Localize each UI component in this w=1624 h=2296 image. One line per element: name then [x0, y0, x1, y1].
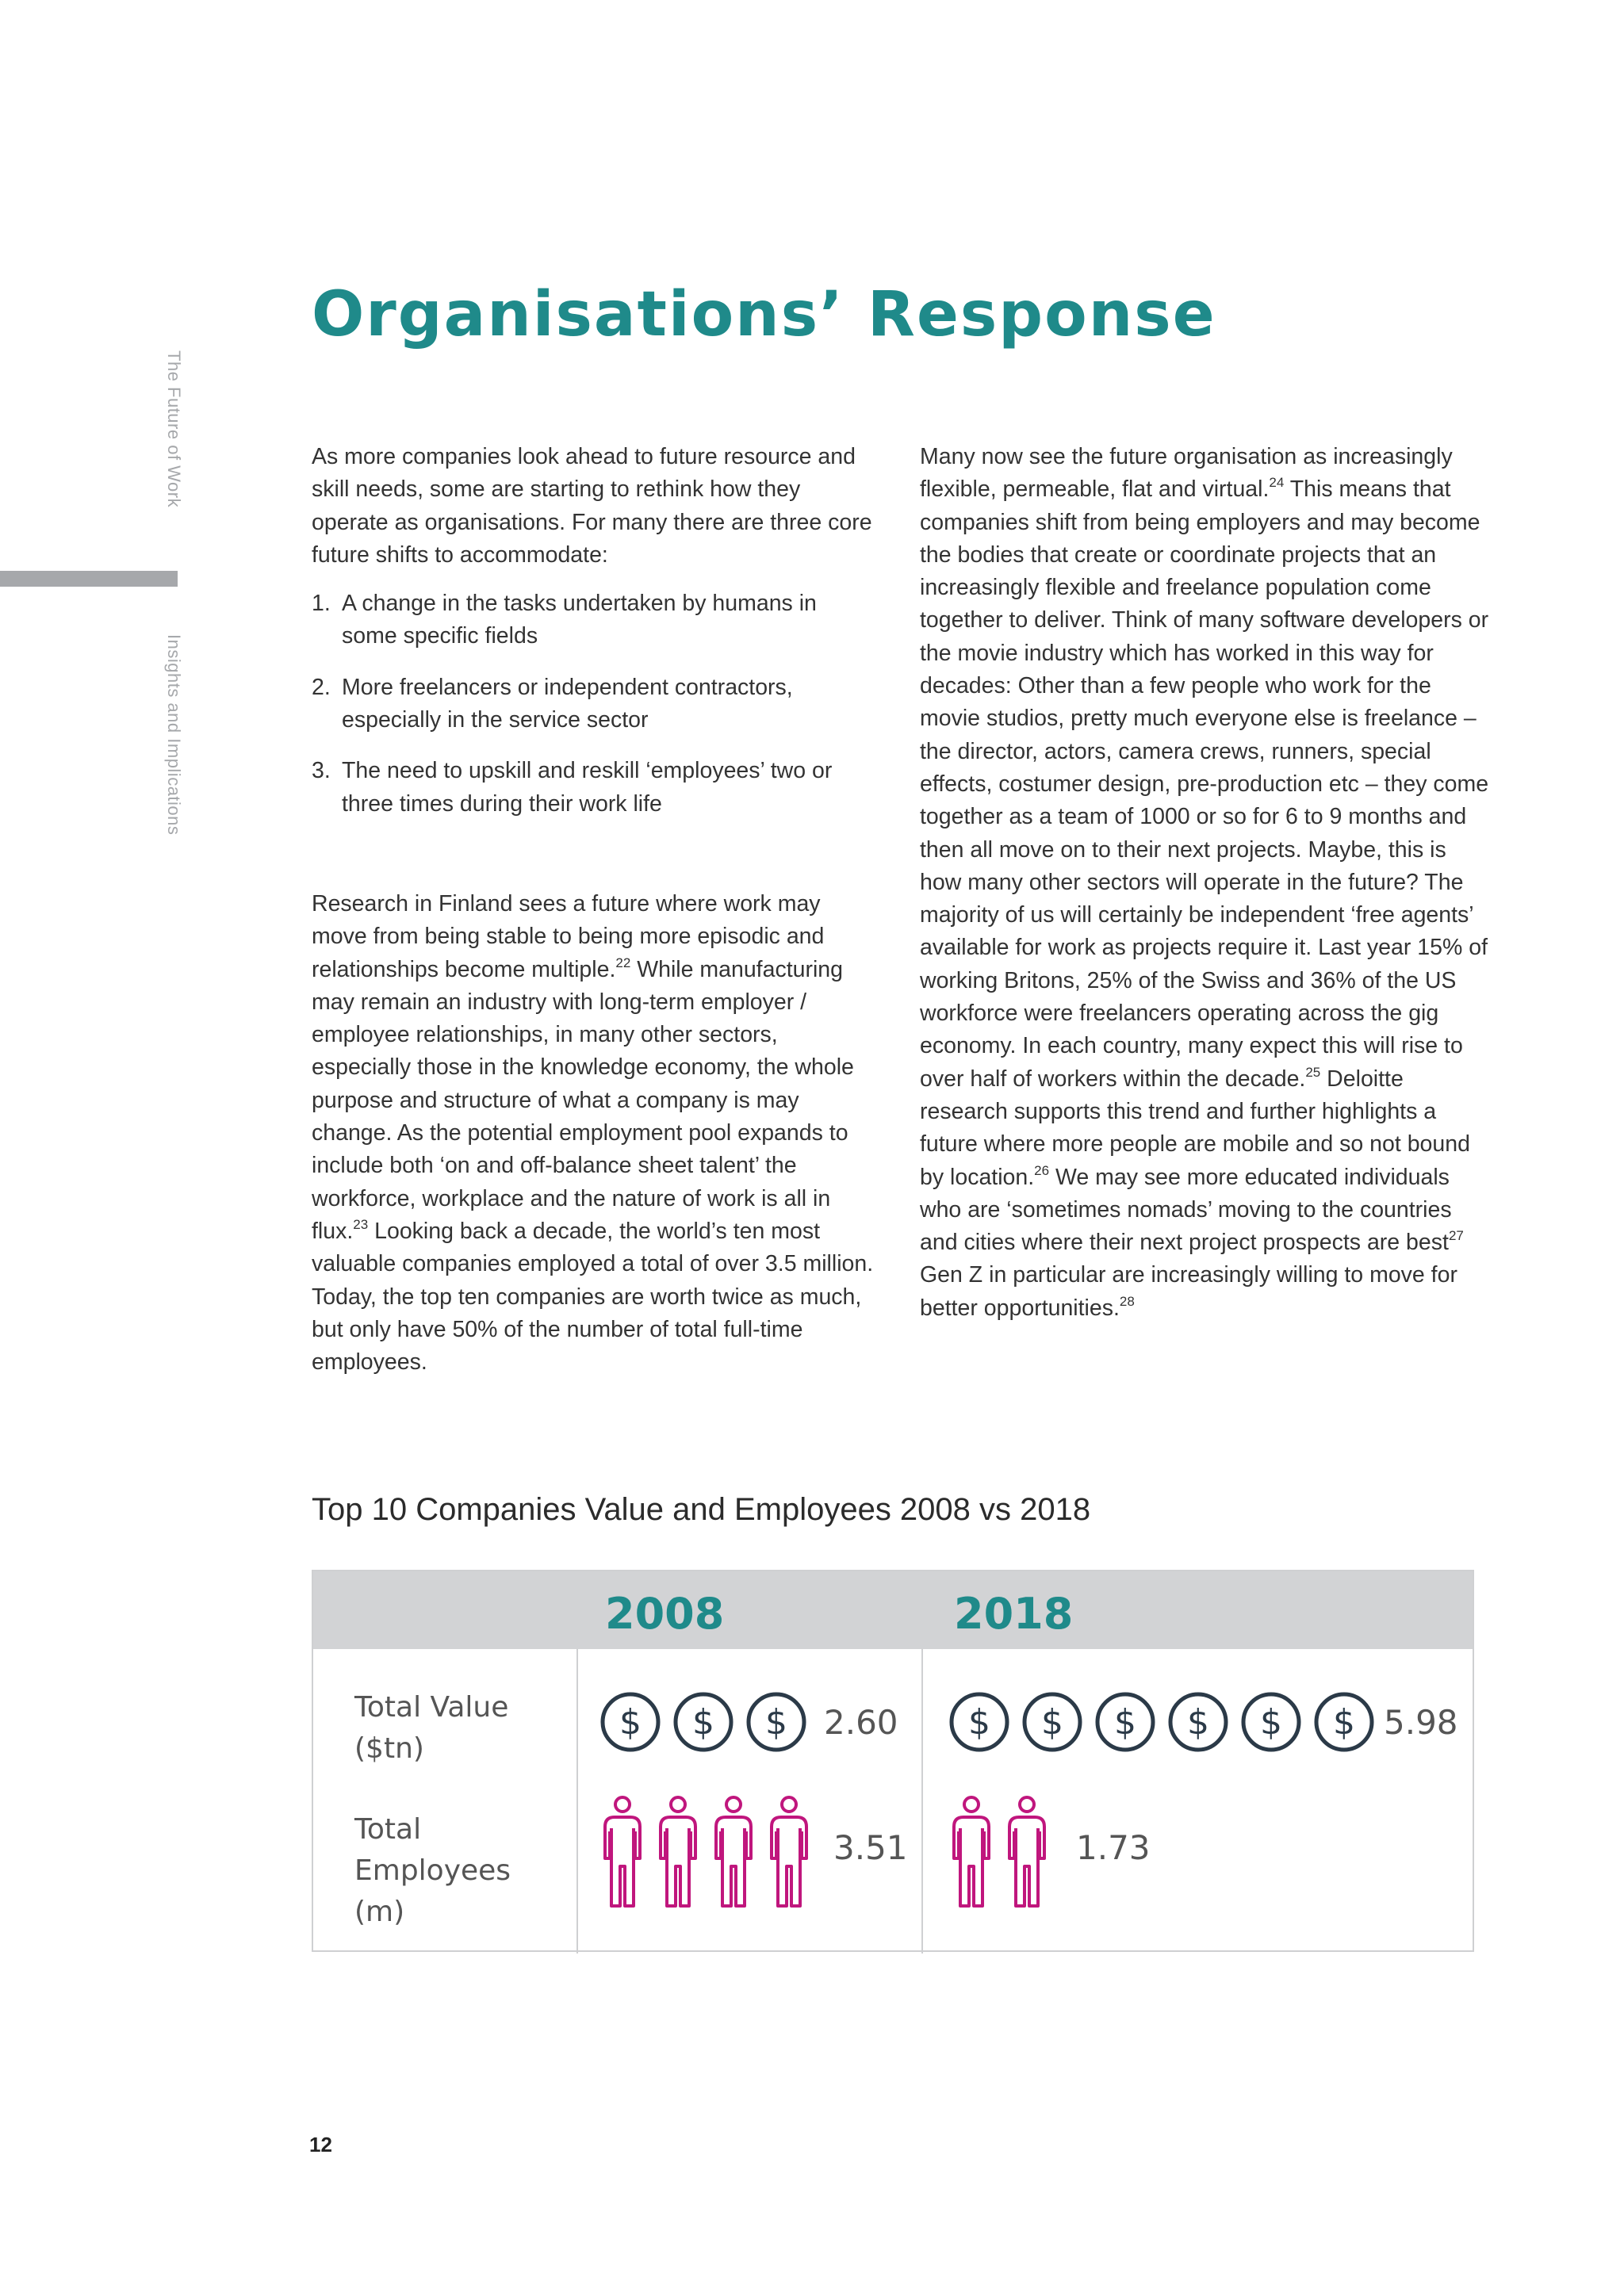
- running-header-doc-title: The Future of Work: [164, 350, 184, 508]
- page-number: 12: [309, 2133, 332, 2156]
- body-column-right: [920, 441, 1491, 1325]
- person-icon: [711, 1795, 756, 1911]
- dollar-coin-icon: [1312, 1690, 1376, 1754]
- running-header-section: Insights and Implications: [164, 634, 184, 836]
- svg-text:$: $: [1187, 1702, 1209, 1743]
- footnote-ref: 26: [1034, 1162, 1050, 1178]
- person-icon: [656, 1795, 700, 1911]
- value-2008: 2.60: [824, 1703, 898, 1742]
- footnote-ref: 25: [1305, 1064, 1321, 1080]
- footnote-ref: 23: [353, 1216, 369, 1232]
- dollar-coin-icon: [745, 1690, 808, 1754]
- dollar-coin-icon: [1021, 1690, 1084, 1754]
- future-organisation-paragraph: Many now see the future organisation as increasingly flexible, permeable, flat and virtual.$^{24}$ This means that companies shift from being employers and may become the bodies that create or coordinate projects that an increasingly flexible and freelance population come together to deliver. Think of many software developers or the movie industry which has worked in this way for decades: Other than a few people who work for the movie studios, pretty much everyone else is freelance – the director, actors, camera crews, runners, special effects, costumer design, pre-production etc – they come together as a team of 1000 or so for 6 to 9 months and then all move on to their next projects. Maybe, this is how many other sectors will operate in the future? The majority of us will certainly be independent ‘free agents’ available for work as projects require it. Last year 15% of working Britons, 25% of the Swiss and 36% of the US workforce were freelancers operating across the gig economy. In each country, many expect this will rise to over half of workers within the decade.$^{25}$ Deloitte research supports this trend and further highlights a future where more people are mobile and so not bound by location.$^{26}$ We may see more educated individuals who are ‘sometimes nomads’ moving to the countries and cities where their next project prospects are best$^{27}$ Gen Z in particular are increasingly willing to move for better opportunities.$^{28}$: [920, 444, 1489, 1321]
- page-title: Organisations’ Response: [312, 279, 1216, 350]
- value-icons-2008: [599, 1690, 787, 1757]
- svg-text:$: $: [1333, 1702, 1355, 1743]
- person-icon: [949, 1795, 994, 1911]
- person-icon: [1005, 1795, 1049, 1911]
- person-icon: [767, 1795, 811, 1911]
- footnote-ref: 28: [1119, 1293, 1135, 1309]
- table-header-row: [313, 1571, 1473, 1649]
- dollar-coin-icon: [672, 1690, 735, 1754]
- row-label-total-value: Total Value ($tn): [354, 1691, 509, 1765]
- svg-text:$: $: [765, 1702, 787, 1743]
- research-paragraph: Research in Finland sees a future where work may move from being stable to being more episodic and relationships become multiple.$^{22}$ While manufacturing may remain an industry with long-term employer / employee relationships, in many other sectors, especially those in the knowledge economy, the whole purpose and structure of what a company is may change. As the potential employment pool expands to include both ‘on and off-balance sheet talent’ the workforce, workplace and the nature of work is all in flux.$^{23}$ Looking back a decade, the world’s ten most valuable companies employed a total of over 3.5 million. Today, the top ten companies are worth twice as much, but only have 50% of the number of total full-time employees.: [312, 890, 874, 1376]
- employees-2008: 3.51: [833, 1828, 908, 1867]
- svg-text:$: $: [1041, 1702, 1063, 1743]
- dollar-coin-icon: [599, 1690, 662, 1754]
- shifts-list: [312, 587, 875, 821]
- dollar-coin-icon: [1094, 1690, 1157, 1754]
- chart-title: Top 10 Companies Value and Employees 2008 vs 2018: [312, 1492, 1091, 1527]
- svg-text:$: $: [1114, 1702, 1136, 1743]
- svg-text:$: $: [1260, 1702, 1282, 1743]
- employee-icons-2008: [600, 1795, 808, 1914]
- footnote-ref: 27: [1448, 1228, 1464, 1244]
- list-item: 2. More freelancers or independent contractors, especially in the service sector: [312, 674, 793, 733]
- svg-text:$: $: [968, 1702, 990, 1743]
- column-divider: [576, 1649, 578, 1954]
- footnote-ref: 22: [615, 955, 631, 970]
- dollar-coin-icon: [1166, 1690, 1230, 1754]
- column-header-2008: 2008: [605, 1589, 725, 1639]
- employees-2018: 1.73: [1076, 1828, 1151, 1867]
- person-icon: [600, 1795, 645, 1911]
- row-label-total-employees: Total Employees (m): [354, 1813, 511, 1928]
- value-icons-2018: [948, 1690, 1379, 1757]
- employee-icons-2018: [949, 1795, 1060, 1914]
- svg-text:$: $: [619, 1702, 642, 1743]
- comparison-table: [312, 1570, 1474, 1952]
- footnote-ref: 24: [1269, 475, 1285, 491]
- value-2018: 5.98: [1384, 1703, 1458, 1742]
- list-item: 3. The need to upskill and reskill ‘employees’ two or three times during their work life: [312, 758, 833, 817]
- dollar-coin-icon: [948, 1690, 1011, 1754]
- body-column-left: [312, 441, 875, 1379]
- svg-text:$: $: [692, 1702, 714, 1743]
- section-tab-marker: [0, 571, 178, 587]
- column-header-2018: 2018: [954, 1589, 1074, 1639]
- intro-paragraph: As more companies look ahead to future resource and skill needs, some are starting to rethink how they operate as organisations. For many there are three core future shifts to accommodate:: [312, 444, 872, 568]
- column-divider: [921, 1649, 923, 1954]
- dollar-coin-icon: [1239, 1690, 1303, 1754]
- list-item: 1. A change in the tasks undertaken by humans in some specific fields: [312, 591, 817, 649]
